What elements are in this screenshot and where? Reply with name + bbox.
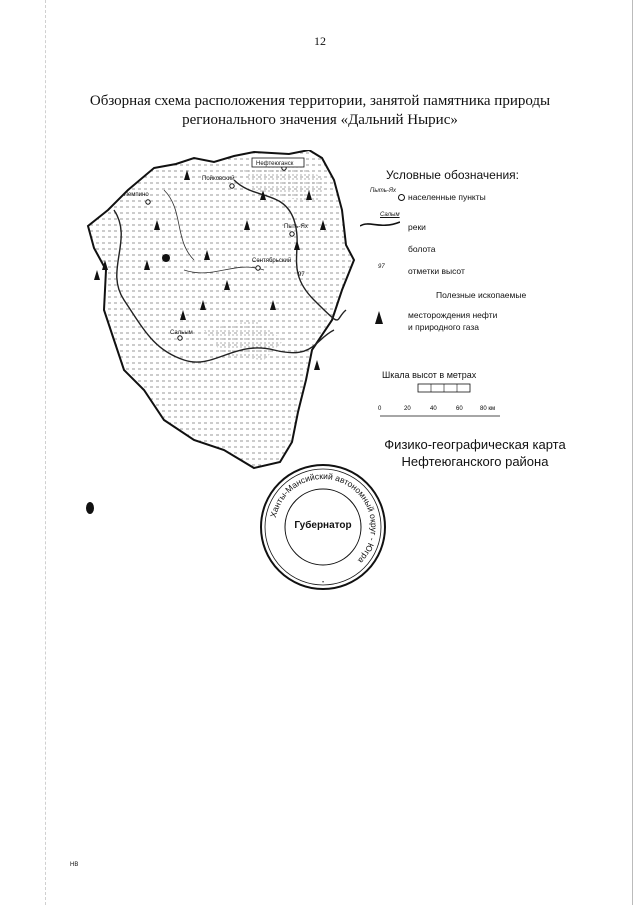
map-caption-line-2: Нефтеюганского района xyxy=(401,454,549,469)
document-title-line-2: регионального значения «Дальний Нырис» xyxy=(182,112,458,128)
map-label-lempino: Лемпино xyxy=(124,192,149,198)
scale-tick-label: 40 xyxy=(430,406,437,412)
scale-tick-label: 80 км xyxy=(480,406,496,412)
map-label-sentyabrsky: Сентябрьский xyxy=(252,258,292,264)
legend-oil-gas-line-2: и природного газа xyxy=(408,322,480,332)
map-label-pyt-yakh: Пыть-Ях xyxy=(284,224,308,230)
settlement-symbol-icon xyxy=(398,194,405,201)
legend-oil-gas-line-1: месторождения нефти xyxy=(408,310,498,320)
legend-title: Условные обозначения: xyxy=(386,168,519,182)
legend-settlement-sample: Пыть-Ях xyxy=(370,188,397,194)
oil-gas-symbol-icon xyxy=(374,310,384,324)
document-title xyxy=(60,92,580,130)
legend-settlements: населенные пункты xyxy=(408,192,486,202)
map-caption-line-1: Физико-географическая карта xyxy=(384,437,566,452)
document-title-line-1: Обзорная схема расположения территории, занятой памятника природы xyxy=(89,93,551,109)
margin-note: НВ xyxy=(70,862,79,868)
scale-tick-label: 60 xyxy=(456,406,463,412)
scale-tick-label: 0 xyxy=(378,406,382,412)
punch-hole-mark xyxy=(86,502,94,514)
left-page-edge xyxy=(45,0,47,905)
scale-bar-svg xyxy=(360,382,590,432)
seal-ring-text: Ханты-Мансийский автономный округ - Югра xyxy=(268,470,380,566)
map-caption xyxy=(360,436,590,470)
river-symbol-icon xyxy=(360,218,400,230)
map-label-salym: Сальым xyxy=(170,330,193,336)
svg-text:•: • xyxy=(321,580,325,586)
scale-tick-label: 20 xyxy=(404,406,411,412)
scale-title: Шкала высот в метрах xyxy=(382,370,477,380)
legend-river-sample: Салым xyxy=(380,212,400,218)
legend-swamps: болота xyxy=(408,244,436,254)
lake-marker xyxy=(162,254,170,262)
official-seal xyxy=(258,462,388,592)
district-map xyxy=(84,150,360,480)
right-page-edge xyxy=(632,0,634,905)
district-map-svg xyxy=(84,150,360,480)
page-number: 12 xyxy=(314,34,326,48)
legend-minerals-heading: Полезные ископаемые xyxy=(436,290,527,300)
map-label-poykovsky: Пойковский xyxy=(202,176,235,182)
map-height-mark: 97 xyxy=(298,272,305,278)
seal-center-label: Губернатор xyxy=(294,520,352,531)
map-label-nefteyugansk: Нефтеюганск xyxy=(256,161,294,167)
legend-height-sample: 97 xyxy=(378,264,385,270)
legend-heights: отметки высот xyxy=(408,266,465,276)
legend-rivers: реки xyxy=(408,222,426,232)
